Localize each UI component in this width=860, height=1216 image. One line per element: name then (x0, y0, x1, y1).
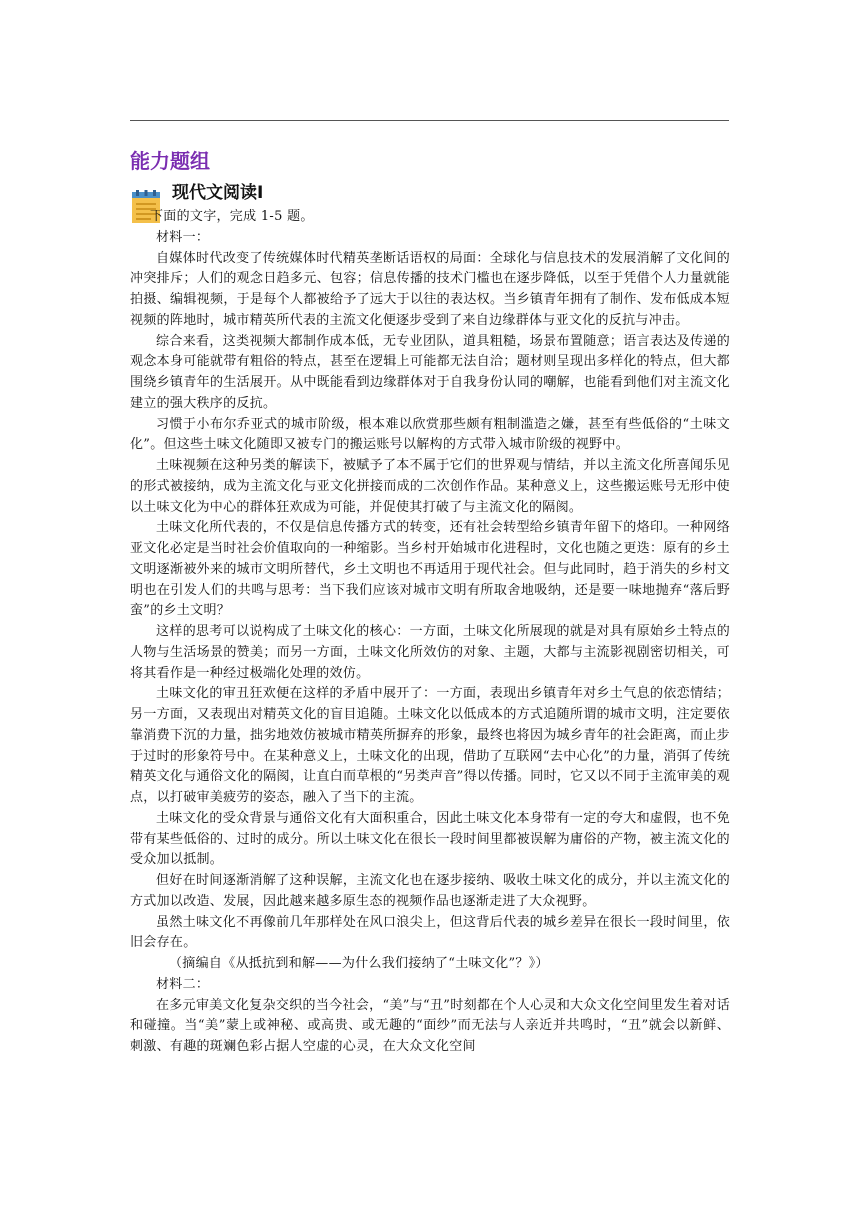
material-one-paragraph-10: 虽然土味文化不再像前几年那样处在风口浪尖上，但这背后代表的城乡差异在很长一段时间里，依旧会存在。 (130, 914, 730, 951)
material-one-paragraph-9: 但好在时间逐渐消解了这种误解，主流文化也在逐步接纳、吸收土味文化的成分，并以主流文化的方式加以改造、发展，因此越来越多原生态的视频作品也逐渐走进了大众视野。 (130, 873, 730, 909)
material-two-paragraph-1: 在多元审美文化复杂交织的当今社会，“美”与“丑”时刻都在个人心灵和大众文化空间里发生着对话和碰撞。当“美”蒙上或神秘、或高贵、或无趣的“面纱”而无法与人亲近并共鸣时，“丑”就会以新鲜、刺激、有趣的斑斓色彩占据人空虚的心灵，在大众文化空间 (130, 997, 730, 1054)
reading-passage (130, 207, 730, 1058)
material-one-source: （摘编自《从抵抗到和解——为什么我们接纳了“土味文化”？》） (169, 956, 549, 971)
instruction-text: 下面的文字，完成 1-5 题。 (150, 209, 314, 224)
top-divider (130, 120, 729, 121)
material-one-paragraph-5: 土味文化所代表的，不仅是信息传播方式的转变，还有社会转型给乡镇青年留下的烙印。一种网络亚文化必定是当时社会价值取向的一种缩影。当乡村开始城市化进程时，文化也随之更迭：原有的乡土文明逐渐被外来的城市文明所替代，乡土文明也不再适用于现代社会。但与此同时，趋于消失的乡村文明也在引发人们的共鸣与思考：当下我们应该对城市文明有所取舍地吸纳，还是要一味地抛弃“落后野蛮”的乡土文明？ (130, 520, 730, 619)
material-two-label: 材料二： (156, 976, 210, 992)
material-one-paragraph-2: 综合来看，这类视频大都制作成本低，无专业团队，道具粗糙，场景布置随意；语言表达及传递的观念本身可能就带有粗俗的特点，甚至在逻辑上可能都无法自洽；题材则呈现出多样化的特点，但大都围绕乡镇青年的生活展开。从中既能看到边缘群体对于自我身份认同的嘲解，也能看到他们对主流文化建立的强大秩序的反抗。 (130, 333, 730, 411)
section-title: 能力题组 (130, 149, 210, 173)
subsection-title: 现代文阅读Ⅰ (172, 183, 264, 203)
material-one-paragraph-6: 这样的思考可以说构成了土味文化的核心：一方面，土味文化所展现的就是对具有原始乡土特点的人物与生活场景的赞美；而另一方面，土味文化所效仿的对象、主题，大都与主流影视剧密切相关，可将其看作是一种经过极端化处理的效仿。 (130, 624, 730, 681)
material-one-paragraph-7: 土味文化的审丑狂欢便在这样的矛盾中展开了：一方面，表现出乡镇青年对乡土气息的依恋情结；另一方面，又表现出对精英文化的盲目追随。土味文化以低成本的方式追随所谓的城市文明，注定要依靠消费下沉的力量，拙劣地效仿被城市精英所摒弃的形象，最终也将因为城乡青年的社会距离，而止步于过时的形象符号中。在某种意义上，土味文化的出现，借助了互联网“去中心化”的力量，消弭了传统精英文化与通俗文化的隔阂，让直白而草根的“另类声音”得以传播。同时，它又以不同于主流审美的观点，以打破审美疲劳的姿态，融入了当下的主流。 (130, 686, 730, 805)
material-one-paragraph-3: 习惯于小布尔乔亚式的城市阶级，根本难以欣赏那些颇有粗制滥造之嫌，甚至有些低俗的“土味文化”。但这些土味文化随即又被专门的搬运账号以解构的方式带入城市阶级的视野中。 (130, 416, 730, 453)
material-one-paragraph-4: 土味视频在这种另类的解读下，被赋予了本不属于它们的世界观与情结，并以主流文化所喜闻乐见的形式被接纳，成为主流文化与亚文化拼接而成的二次创作作品。某种意义上，这些搬运账号无形中使以土味文化为中心的群体狂欢成为可能，并促使其打破了与主流文化的隔阂。 (130, 458, 730, 515)
material-one-paragraph-8: 土味文化的受众背景与通俗文化有大面积重合，因此土味文化本身带有一定的夸大和虚假，也不免带有某些低俗的、过时的成分。所以土味文化在很长一段时间里都被误解为庸俗的产物，被主流文化的受众加以抵制。 (130, 810, 730, 868)
material-one-label: 材料一： (156, 229, 210, 245)
material-one-paragraph-1: 自媒体时代改变了传统媒体时代精英垄断话语权的局面：全球化与信息技术的发展消解了文化间的冲突排斥；人们的观念日趋多元、包容；信息传播的技术门槛也在逐步降低，以至于凭借个人力量就能拍摄、编辑视频，于是每个人都被给予了远大于以往的表达权。当乡镇青年拥有了制作、发布低成本短视频的阵地时，城市精英所代表的主流文化便逐步受到了来自边缘群体与亚文化的反抗与冲击。 (130, 250, 730, 328)
